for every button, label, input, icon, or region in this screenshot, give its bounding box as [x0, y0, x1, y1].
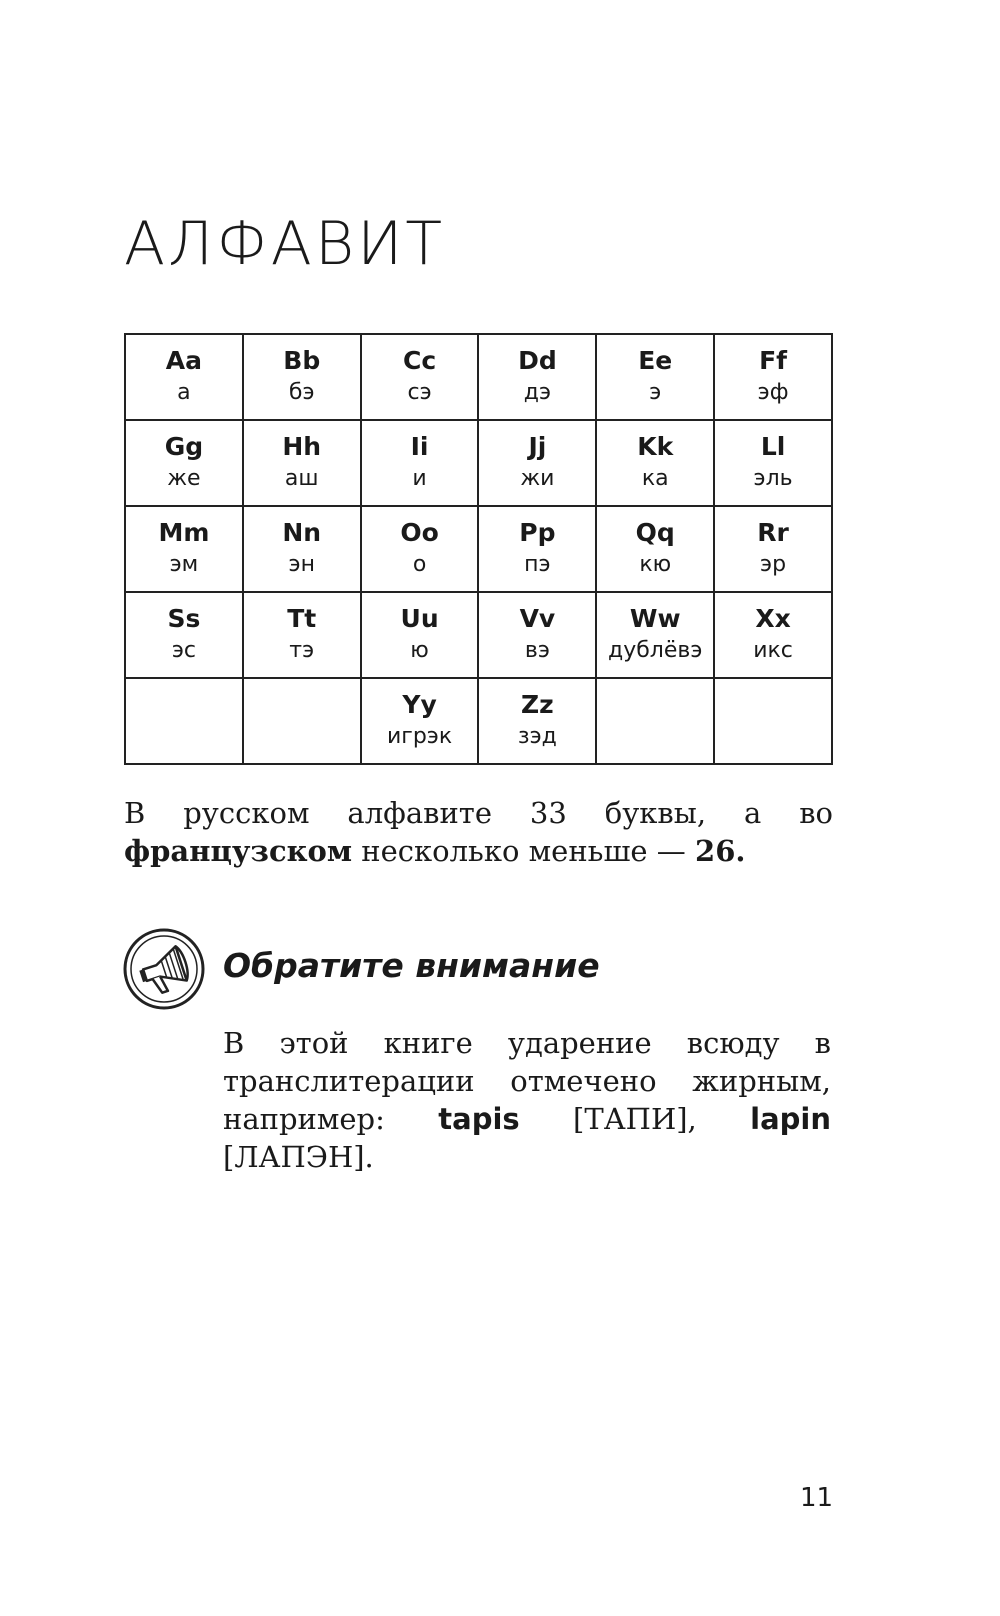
alphabet-cell [243, 506, 361, 592]
alphabet-row [125, 334, 832, 420]
note-text [223, 1024, 831, 1176]
alphabet-cell [243, 678, 361, 764]
letter: Gg [164, 432, 204, 461]
alphabet-cell [714, 334, 832, 420]
letter-pronunciation: эм [169, 552, 199, 577]
letter: Zz [521, 690, 554, 719]
letter: Oo [400, 518, 439, 547]
note-translit-tapis: [ТАПИ], [519, 1102, 751, 1136]
letter-pronunciation: игрэк [386, 724, 453, 749]
alphabet-cell [361, 506, 479, 592]
alphabet-cell [125, 592, 243, 678]
letter-pronunciation: пэ [524, 552, 551, 577]
alphabet-cell [596, 334, 714, 420]
intro-paragraph [124, 794, 833, 870]
letter: Bb [283, 346, 321, 375]
alphabet-cell [243, 334, 361, 420]
alphabet-cell [714, 506, 832, 592]
letter-pronunciation: кю [639, 552, 672, 577]
letter: Ss [167, 604, 201, 633]
letter-pronunciation: зэд [517, 724, 557, 749]
alphabet-cell [125, 420, 243, 506]
alphabet-cell [361, 420, 479, 506]
alphabet-cell [361, 678, 479, 764]
letter-pronunciation: а [177, 380, 191, 405]
note-text-main: В этой книге ударение всюду в транслитерации отмечено жирным, например: [223, 1026, 831, 1136]
alphabet-row [125, 678, 832, 764]
alphabet-cell [478, 420, 596, 506]
letter-pronunciation: бэ [288, 380, 315, 405]
intro-text-part1: В русском алфавите 33 буквы, а во [124, 796, 833, 830]
alphabet-cell [243, 420, 361, 506]
letter-pronunciation: э [649, 380, 662, 405]
alphabet-cell [596, 592, 714, 678]
alphabet-cell [714, 592, 832, 678]
letter-pronunciation: о [412, 552, 427, 577]
alphabet-table-body [125, 334, 832, 764]
letter: Tt [287, 604, 317, 633]
letter-pronunciation: и [412, 466, 427, 491]
alphabet-cell [361, 592, 479, 678]
letter: Cc [402, 346, 437, 375]
letter: Hh [282, 432, 322, 461]
page-title: АЛФАВИТ [124, 209, 446, 279]
alphabet-cell [125, 334, 243, 420]
letter-pronunciation: жи [520, 466, 555, 491]
letter-pronunciation: эф [757, 380, 789, 405]
alphabet-cell [361, 334, 479, 420]
alphabet-cell [596, 678, 714, 764]
letter-pronunciation: ка [641, 466, 669, 491]
alphabet-cell [596, 420, 714, 506]
intro-bold-french: французском [124, 834, 353, 868]
letter: Xx [755, 604, 791, 633]
letter: Ee [638, 346, 673, 375]
letter: Yy [402, 690, 437, 719]
letter: Aa [165, 346, 203, 375]
alphabet-cell [125, 506, 243, 592]
alphabet-cell [478, 334, 596, 420]
alphabet-table [124, 333, 833, 765]
letter-pronunciation: аш [284, 466, 319, 491]
letter: Ii [410, 432, 429, 461]
letter: Uu [400, 604, 439, 633]
note-translit-lapin: [ЛАПЭН]. [223, 1140, 374, 1174]
letter-pronunciation: сэ [407, 380, 432, 405]
letter: Vv [519, 604, 556, 633]
letter-pronunciation: эр [760, 552, 787, 577]
letter-pronunciation: эс [171, 638, 196, 663]
letter: Jj [528, 432, 547, 461]
letter-pronunciation: эн [288, 552, 315, 577]
alphabet-cell [478, 506, 596, 592]
letter: Dd [518, 346, 557, 375]
letter-pronunciation: ю [410, 638, 429, 663]
letter: Ll [760, 432, 786, 461]
letter: Ww [629, 604, 681, 633]
alphabet-cell [125, 678, 243, 764]
letter-pronunciation: икс [753, 638, 793, 663]
letter: Pp [519, 518, 556, 547]
page-number: 11 [800, 1483, 834, 1513]
intro-bold-count: 26. [695, 834, 746, 868]
alphabet-cell [596, 506, 714, 592]
alphabet-cell [243, 592, 361, 678]
alphabet-row [125, 506, 832, 592]
letter-pronunciation: вэ [524, 638, 550, 663]
intro-text-part2: несколько меньше — [352, 834, 696, 868]
letter-pronunciation: дублёвэ [608, 638, 703, 663]
note-example-tapis: tapis [438, 1102, 520, 1136]
letter: Rr [757, 518, 789, 547]
letter-pronunciation: же [167, 466, 201, 491]
letter-pronunciation: эль [753, 466, 793, 491]
note-heading: Обратите внимание [223, 946, 600, 985]
letter: Mm [158, 518, 210, 547]
letter-pronunciation: тэ [289, 638, 315, 663]
letter-pronunciation: дэ [523, 380, 552, 405]
letter: Ff [759, 346, 788, 375]
alphabet-row [125, 420, 832, 506]
letter: Nn [282, 518, 322, 547]
letter: Qq [635, 518, 675, 547]
note-example-lapin: lapin [750, 1102, 831, 1136]
alphabet-cell [714, 420, 832, 506]
alphabet-cell [478, 678, 596, 764]
alphabet-row [125, 592, 832, 678]
alphabet-cell [478, 592, 596, 678]
letter: Kk [637, 432, 674, 461]
megaphone-icon [122, 927, 206, 1011]
alphabet-cell [714, 678, 832, 764]
